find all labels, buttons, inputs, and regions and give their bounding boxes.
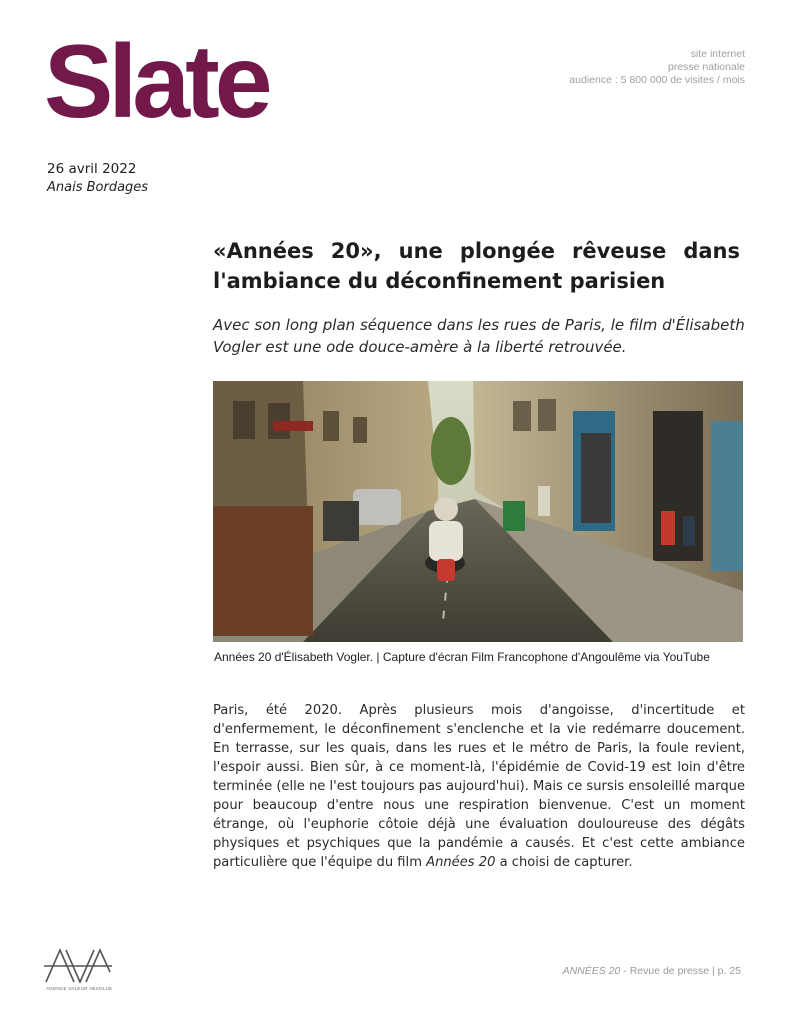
footer-film-title: ANNÉES 20	[562, 965, 621, 977]
article-standfirst: Avec son long plan séquence dans les rues de Paris, le film d'Élisabeth Vogler est une ode douce-amère à la liberté retrouvée.	[213, 316, 745, 356]
body-text-part-1: Paris, été 2020. Après plusieurs mois d'angoisse, d'incertitude et d'enfermement, le déconfinement s'enclenche et la vie redémarre doucement. En terrasse, sur les quais, dans les rues et le métro de Paris, la foule revient, l'espoir aussi. Bien sûr, à ce moment-là, l'épidémie de Covid-19 est loin d'être terminée (elle ne l'est toujours pas aujourd'hui). Mais ce sursis ensoleillé marque pour beaucoup d'entre nous une respiration bienvenue. C'est un moment étrange, où l'euphorie côtoie déjà une évaluation douloureuse des dégâts physiques et psychiques que la pandémie a causés. Et c'est cette ambiance particulière que l'équipe du film	[213, 703, 745, 870]
article-author: Anais Bordages	[47, 180, 149, 195]
street-scene-illustration	[213, 381, 743, 642]
photo-caption: Années 20 d'Élisabeth Vogler. | Capture d'écran Film Francophone d'Angoulême via YouTube	[214, 650, 710, 664]
publication-audience: audience : 5 800 000 de visites / mois	[569, 74, 745, 86]
publication-category: presse nationale	[667, 61, 745, 73]
slate-logo: Slate	[44, 24, 268, 140]
agency-name: AGENCE VALEUR ABSOLUE	[46, 986, 113, 991]
article-body	[213, 701, 745, 872]
publication-type: site internet	[690, 48, 745, 60]
article-headline: «Années 20», une plongée rêveuse dans l'ambiance du déconfinement parisien	[213, 239, 740, 293]
article-date: 26 avril 2022	[47, 161, 137, 177]
page-footer	[563, 965, 741, 977]
footer-section: Revue de presse | p. 25	[629, 965, 741, 977]
article-photo	[213, 381, 743, 642]
body-film-title: Années 20	[426, 855, 496, 870]
publication-meta	[569, 48, 745, 87]
body-text-part-2: a choisi de capturer.	[495, 855, 633, 870]
footer-separator: -	[620, 965, 630, 977]
